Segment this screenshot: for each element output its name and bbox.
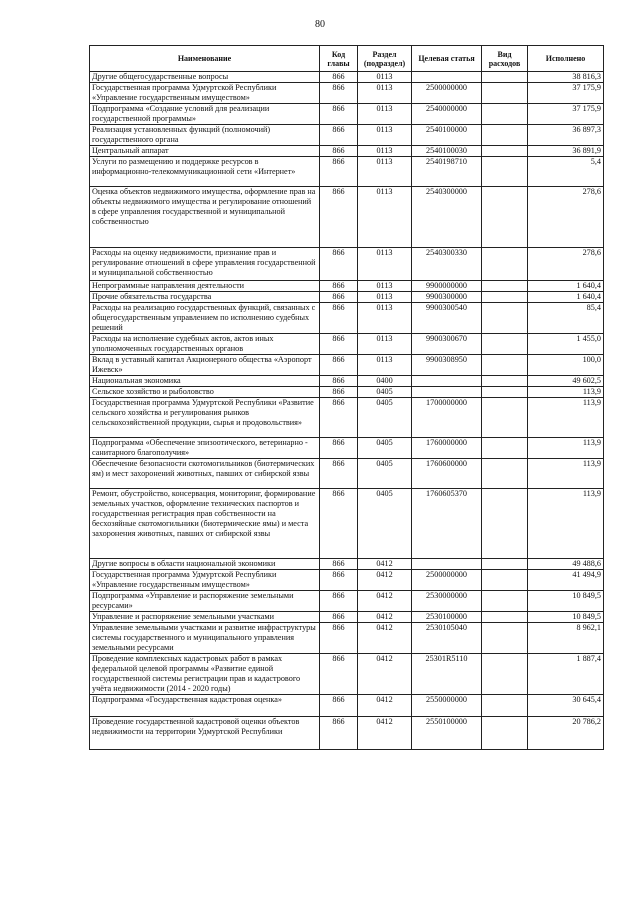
cell-name: Государственная программа Удмуртской Республики «Развитие сельского хозяйства и регулирования рынков сельскохозяйственной продукции, сырья и продовольствия»	[90, 398, 320, 438]
cell-name: Реализация установленных функций (полномочий) государственного органа	[90, 125, 320, 146]
cell-name: Услуги по размещению и поддержке ресурсов в информационно-телекоммуникационной сети «Интернет»	[90, 157, 320, 187]
cell-section: 0412	[358, 717, 412, 750]
table-row	[90, 623, 604, 654]
table-row	[90, 125, 604, 146]
header-target: Целевая статья	[412, 46, 482, 72]
cell-code: 866	[320, 559, 358, 570]
cell-code: 866	[320, 334, 358, 355]
header-code: Код главы	[320, 46, 358, 72]
cell-amount: 1 887,4	[528, 654, 604, 695]
cell-code: 866	[320, 654, 358, 695]
cell-code: 866	[320, 612, 358, 623]
cell-amount: 1 455,0	[528, 334, 604, 355]
table-row	[90, 157, 604, 187]
table-row	[90, 612, 604, 623]
cell-kind	[482, 559, 528, 570]
cell-code: 866	[320, 157, 358, 187]
cell-section: 0412	[358, 654, 412, 695]
cell-section: 0113	[358, 303, 412, 334]
cell-code: 866	[320, 591, 358, 612]
header-name: Наименование	[90, 46, 320, 72]
cell-name: Национальная экономика	[90, 376, 320, 387]
cell-name: Сельское хозяйство и рыболовство	[90, 387, 320, 398]
table-row	[90, 281, 604, 292]
cell-kind	[482, 72, 528, 83]
cell-kind	[482, 187, 528, 248]
cell-section: 0113	[358, 281, 412, 292]
header-amount: Исполнено	[528, 46, 604, 72]
table-row	[90, 654, 604, 695]
cell-kind	[482, 292, 528, 303]
cell-code: 866	[320, 104, 358, 125]
cell-amount: 113,9	[528, 489, 604, 559]
cell-name: Вклад в уставный капитал Акционерного общества «Аэропорт Ижевск»	[90, 355, 320, 376]
cell-amount: 85,4	[528, 303, 604, 334]
cell-code: 866	[320, 398, 358, 438]
header-section: Раздел (подраздел)	[358, 46, 412, 72]
cell-target: 2500000000	[412, 83, 482, 104]
cell-code: 866	[320, 717, 358, 750]
table-row	[90, 559, 604, 570]
cell-name: Проведение государственной кадастровой оценки объектов недвижимости на территории Удмуртской Республики	[90, 717, 320, 750]
cell-name: Управление и распоряжение земельными участками	[90, 612, 320, 623]
cell-target: 1700000000	[412, 398, 482, 438]
cell-section: 0405	[358, 459, 412, 489]
table-row	[90, 376, 604, 387]
cell-code: 866	[320, 387, 358, 398]
cell-amount: 49 602,5	[528, 376, 604, 387]
cell-amount: 37 175,9	[528, 83, 604, 104]
cell-target: 9900308950	[412, 355, 482, 376]
cell-name: Проведение комплексных кадастровых работ в рамках федеральной целевой программы «Развитие единой государственной системы регистрации прав и кадастрового учёта недвижимости (2014 - 2020 годы)	[90, 654, 320, 695]
header-kind: Вид расходов	[482, 46, 528, 72]
cell-name: Расходы на оценку недвижимости, признание прав и регулирование отношений в сфере управления государственной и муниципальной собственностью	[90, 248, 320, 281]
cell-section: 0405	[358, 398, 412, 438]
cell-amount: 100,0	[528, 355, 604, 376]
cell-kind	[482, 591, 528, 612]
cell-amount: 113,9	[528, 459, 604, 489]
cell-section: 0113	[358, 157, 412, 187]
cell-target: 2540300000	[412, 187, 482, 248]
table-row	[90, 695, 604, 717]
cell-section: 0412	[358, 623, 412, 654]
cell-name: Подпрограмма «Государственная кадастровая оценка»	[90, 695, 320, 717]
cell-section: 0412	[358, 695, 412, 717]
cell-code: 866	[320, 83, 358, 104]
cell-kind	[482, 157, 528, 187]
table-row	[90, 104, 604, 125]
cell-amount: 36 891,9	[528, 146, 604, 157]
cell-target: 2530100000	[412, 612, 482, 623]
cell-code: 866	[320, 292, 358, 303]
cell-code: 866	[320, 281, 358, 292]
cell-target: 1760600000	[412, 459, 482, 489]
cell-amount: 278,6	[528, 248, 604, 281]
cell-section: 0412	[358, 559, 412, 570]
cell-kind	[482, 104, 528, 125]
table-row	[90, 489, 604, 559]
cell-target: 2550000000	[412, 695, 482, 717]
table-row	[90, 355, 604, 376]
cell-section: 0113	[358, 104, 412, 125]
cell-target: 2530000000	[412, 591, 482, 612]
cell-target	[412, 559, 482, 570]
cell-target: 9900300540	[412, 303, 482, 334]
cell-target: 2550100000	[412, 717, 482, 750]
cell-kind	[482, 654, 528, 695]
cell-code: 866	[320, 438, 358, 459]
cell-amount: 1 640,4	[528, 281, 604, 292]
cell-amount: 49 488,6	[528, 559, 604, 570]
table-row	[90, 438, 604, 459]
cell-name: Подпрограмма «Обеспечение эпизоотического, ветеринарно - санитарного благополучия»	[90, 438, 320, 459]
cell-target: 9900300670	[412, 334, 482, 355]
cell-kind	[482, 334, 528, 355]
cell-kind	[482, 355, 528, 376]
cell-name: Государственная программа Удмуртской Республики «Управление государственным имуществом»	[90, 570, 320, 591]
cell-section: 0113	[358, 187, 412, 248]
table-row	[90, 83, 604, 104]
cell-name: Расходы на исполнение судебных актов, актов иных уполномоченных государственных органов	[90, 334, 320, 355]
table-body	[90, 72, 604, 750]
cell-amount: 20 786,2	[528, 717, 604, 750]
cell-amount: 113,9	[528, 438, 604, 459]
cell-target: 2540300330	[412, 248, 482, 281]
cell-section: 0113	[358, 248, 412, 281]
cell-amount: 10 849,5	[528, 591, 604, 612]
cell-amount: 38 816,3	[528, 72, 604, 83]
cell-kind	[482, 376, 528, 387]
cell-name: Ремонт, обустройство, консервация, мониторинг, формирование земельных участков, оформление технических паспортов и государственная регистрация прав собственности на бесхозяйные скотомогильники (биотермические ямы) и места захоронения животных, павших от сибирской язвы	[90, 489, 320, 559]
cell-kind	[482, 125, 528, 146]
cell-kind	[482, 248, 528, 281]
cell-target	[412, 387, 482, 398]
cell-amount: 1 640,4	[528, 292, 604, 303]
table-row	[90, 187, 604, 248]
cell-kind	[482, 146, 528, 157]
cell-amount: 37 175,9	[528, 104, 604, 125]
cell-amount: 36 897,3	[528, 125, 604, 146]
cell-section: 0113	[358, 292, 412, 303]
table-row	[90, 303, 604, 334]
cell-code: 866	[320, 303, 358, 334]
budget-execution-table	[89, 45, 604, 750]
cell-section: 0113	[358, 146, 412, 157]
cell-code: 866	[320, 125, 358, 146]
cell-section: 0405	[358, 489, 412, 559]
table-row	[90, 398, 604, 438]
cell-section: 0113	[358, 125, 412, 146]
cell-code: 866	[320, 376, 358, 387]
cell-target	[412, 376, 482, 387]
cell-name: Оценка объектов недвижимого имущества, оформление прав на объекты недвижимого имущества и регулирование отношений в сфере управления государственной и муниципальной собственностью	[90, 187, 320, 248]
cell-kind	[482, 612, 528, 623]
cell-code: 866	[320, 187, 358, 248]
table-header-row	[90, 46, 604, 72]
cell-section: 0113	[358, 83, 412, 104]
cell-section: 0412	[358, 591, 412, 612]
table-row	[90, 72, 604, 83]
cell-name: Расходы на реализацию государственных функций, связанных с общегосударственным управлением по исполнению судебных решений	[90, 303, 320, 334]
cell-code: 866	[320, 459, 358, 489]
cell-target: 1760605370	[412, 489, 482, 559]
cell-kind	[482, 398, 528, 438]
cell-amount: 5,4	[528, 157, 604, 187]
table-row	[90, 248, 604, 281]
cell-target	[412, 72, 482, 83]
cell-code: 866	[320, 489, 358, 559]
cell-target: 2500000000	[412, 570, 482, 591]
cell-kind	[482, 303, 528, 334]
cell-amount: 278,6	[528, 187, 604, 248]
cell-section: 0405	[358, 387, 412, 398]
cell-amount: 30 645,4	[528, 695, 604, 717]
table-row	[90, 459, 604, 489]
cell-amount: 113,9	[528, 387, 604, 398]
cell-code: 866	[320, 146, 358, 157]
cell-name: Другие вопросы в области национальной экономики	[90, 559, 320, 570]
cell-name: Другие общегосударственные вопросы	[90, 72, 320, 83]
cell-code: 866	[320, 355, 358, 376]
cell-name: Государственная программа Удмуртской Республики «Управление государственным имуществом»	[90, 83, 320, 104]
table-row	[90, 387, 604, 398]
cell-code: 866	[320, 248, 358, 281]
cell-target: 1760000000	[412, 438, 482, 459]
cell-kind	[482, 438, 528, 459]
cell-target: 2540100030	[412, 146, 482, 157]
cell-section: 0412	[358, 612, 412, 623]
cell-section: 0113	[358, 355, 412, 376]
cell-code: 866	[320, 695, 358, 717]
cell-name: Подпрограмма «Создание условий для реализации государственной программы»	[90, 104, 320, 125]
cell-amount: 113,9	[528, 398, 604, 438]
cell-kind	[482, 717, 528, 750]
cell-kind	[482, 489, 528, 559]
cell-name: Управление земельными участками и развитие инфраструктуры системы государственного и муниципального управления земельными ресурсами	[90, 623, 320, 654]
cell-kind	[482, 695, 528, 717]
table-row	[90, 334, 604, 355]
cell-section: 0113	[358, 334, 412, 355]
page-number: 80	[315, 19, 325, 30]
cell-target: 9900300000	[412, 292, 482, 303]
cell-kind	[482, 623, 528, 654]
table-row	[90, 591, 604, 612]
cell-amount: 8 962,1	[528, 623, 604, 654]
cell-kind	[482, 281, 528, 292]
cell-target: 2540100000	[412, 125, 482, 146]
table-row	[90, 146, 604, 157]
cell-target: 2530105040	[412, 623, 482, 654]
table-row	[90, 717, 604, 750]
cell-name: Прочие обязательства государства	[90, 292, 320, 303]
cell-target: 25301R5110	[412, 654, 482, 695]
cell-section: 0113	[358, 72, 412, 83]
cell-kind	[482, 570, 528, 591]
cell-target: 2540000000	[412, 104, 482, 125]
cell-code: 866	[320, 570, 358, 591]
cell-code: 866	[320, 72, 358, 83]
cell-name: Центральный аппарат	[90, 146, 320, 157]
cell-amount: 10 849,5	[528, 612, 604, 623]
cell-kind	[482, 459, 528, 489]
cell-target: 2540198710	[412, 157, 482, 187]
cell-kind	[482, 387, 528, 398]
cell-amount: 41 494,9	[528, 570, 604, 591]
cell-name: Подпрограмма «Управление и распоряжение земельными ресурсами»	[90, 591, 320, 612]
cell-name: Обеспечение безопасности скотомогильников (биотермических ям) и мест захоронений животных, павших от сибирской язвы	[90, 459, 320, 489]
cell-code: 866	[320, 623, 358, 654]
cell-kind	[482, 83, 528, 104]
cell-target: 9900000000	[412, 281, 482, 292]
cell-name: Непрограммные направления деятельности	[90, 281, 320, 292]
table-row	[90, 292, 604, 303]
cell-section: 0405	[358, 438, 412, 459]
cell-section: 0400	[358, 376, 412, 387]
table-row	[90, 570, 604, 591]
cell-section: 0412	[358, 570, 412, 591]
